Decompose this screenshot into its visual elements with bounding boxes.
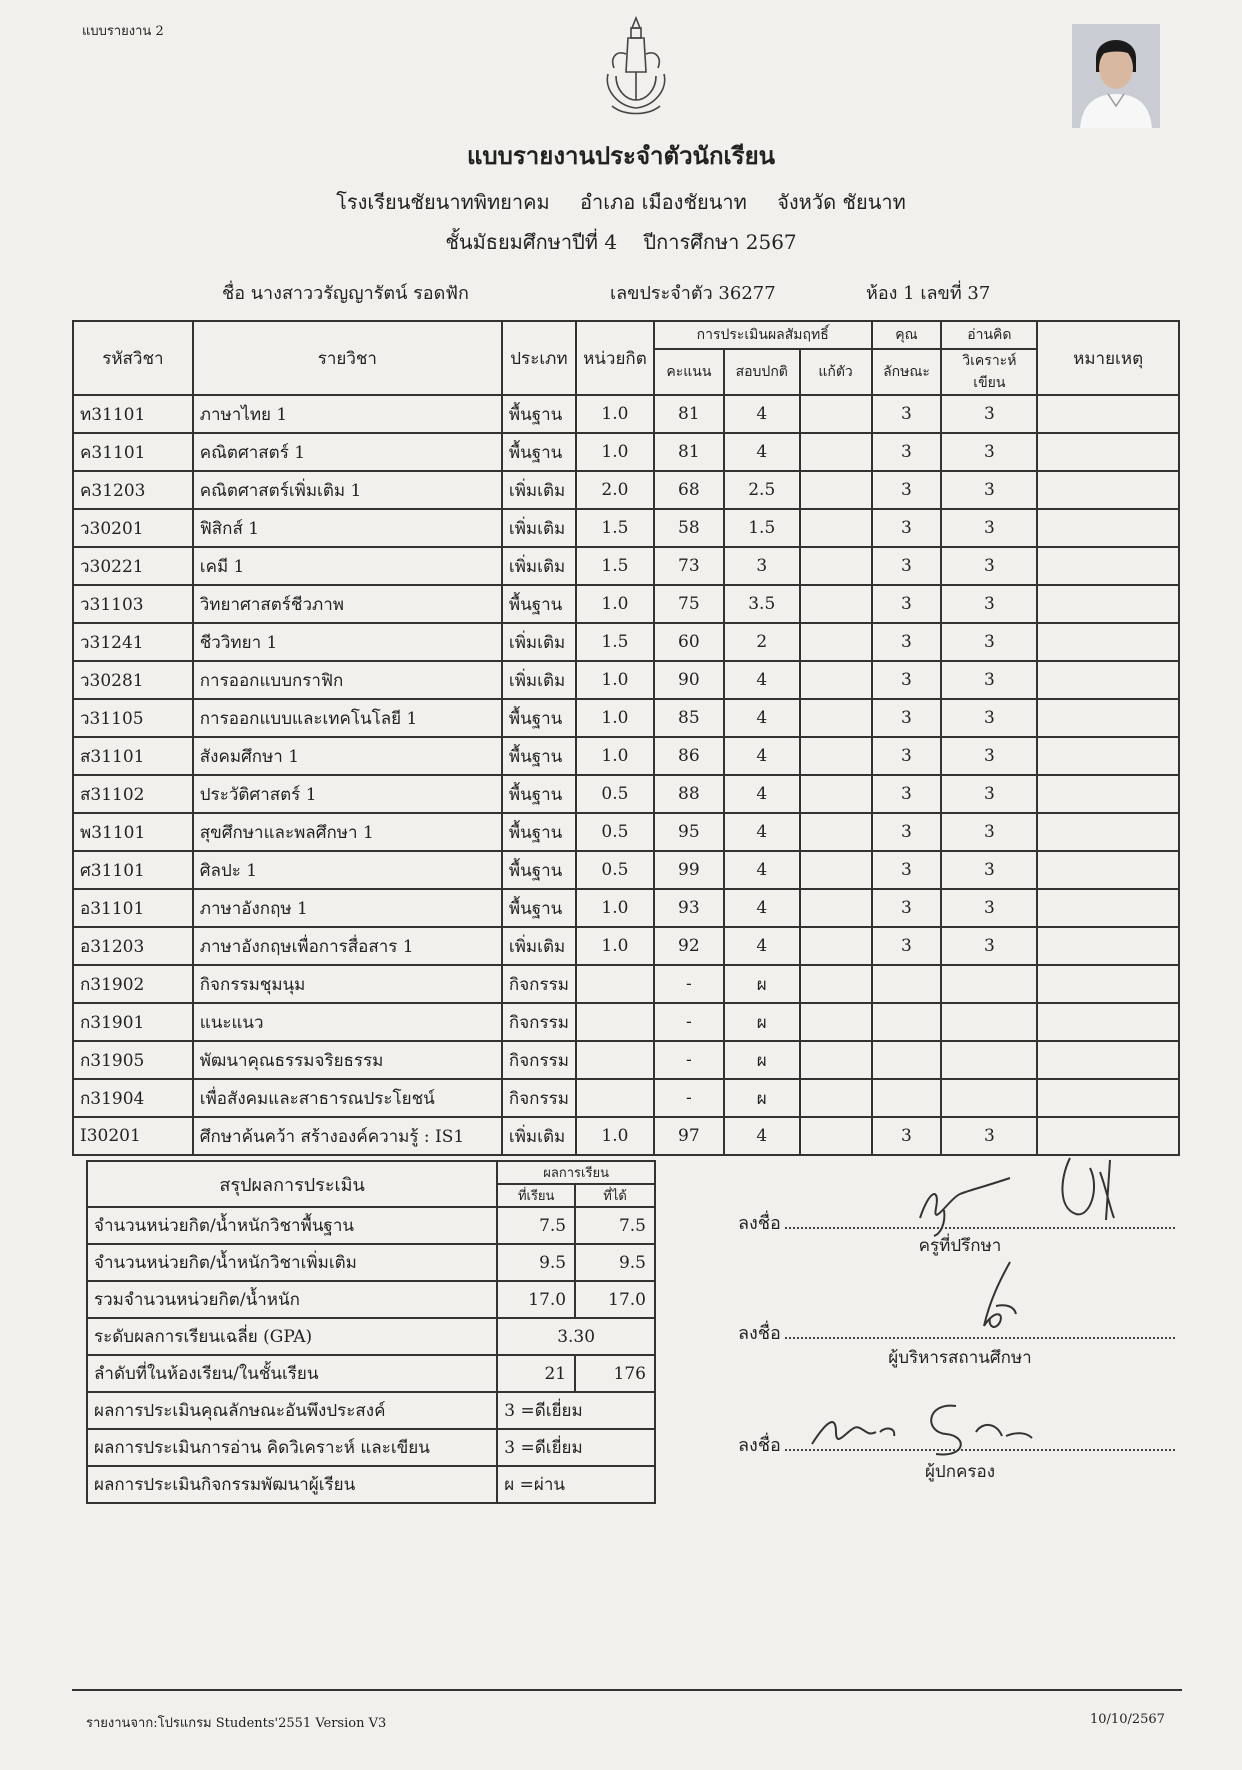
- cell-remark: [1037, 851, 1179, 889]
- cell-credit: 1.0: [576, 661, 654, 699]
- eval-row: [87, 1392, 655, 1429]
- table-row: [73, 433, 1179, 471]
- cell-type: พื้นฐาน: [502, 433, 576, 471]
- cell-char: [872, 1041, 942, 1079]
- table-row: [73, 547, 1179, 585]
- cell-credit: 1.5: [576, 509, 654, 547]
- summary-title: สรุปผลการประเมิน: [87, 1161, 497, 1207]
- table-row: [73, 585, 1179, 623]
- cell-char: 3: [872, 623, 942, 661]
- cell-char: 3: [872, 889, 942, 927]
- cell-code: ว31105: [73, 699, 193, 737]
- cell-read: 3: [941, 851, 1037, 889]
- cell-exam: 4: [724, 395, 800, 433]
- cell-credit: [576, 1003, 654, 1041]
- summary-label: รวมจำนวนหน่วยกิต/น้ำหนัก: [87, 1281, 497, 1318]
- cell-remark: [1037, 699, 1179, 737]
- parent-caption: ผู้ปกครอง: [924, 1462, 996, 1482]
- cell-code: ว31103: [73, 585, 193, 623]
- cell-credit: 0.5: [576, 813, 654, 851]
- gpa-label: ระดับผลการเรียนเฉลี่ย (GPA): [87, 1318, 497, 1355]
- cell-char: 3: [872, 547, 942, 585]
- table-row: [73, 471, 1179, 509]
- cell-fix: [800, 395, 872, 433]
- form-code: แบบรายงาน 2: [82, 24, 164, 39]
- summary-got: 17.0: [575, 1281, 655, 1318]
- eval-value: 3 =ดีเยี่ยม: [497, 1392, 655, 1429]
- cell-score: 93: [654, 889, 724, 927]
- table-row: [73, 813, 1179, 851]
- cell-read: 3: [941, 547, 1037, 585]
- cell-code: อ31101: [73, 889, 193, 927]
- table-row: [73, 395, 1179, 433]
- header-char-1: คุณ: [872, 321, 942, 349]
- summary-got: 7.5: [575, 1207, 655, 1244]
- cell-read: [941, 1041, 1037, 1079]
- table-row: [73, 927, 1179, 965]
- cell-subject: เพื่อสังคมและสาธารณประโยชน์: [193, 1079, 502, 1117]
- cell-credit: 1.0: [576, 889, 654, 927]
- cell-type: เพิ่มเติม: [502, 927, 576, 965]
- cell-type: กิจกรรม: [502, 1003, 576, 1041]
- cell-subject: สังคมศึกษา 1: [193, 737, 502, 775]
- cell-score: 95: [654, 813, 724, 851]
- cell-score: 68: [654, 471, 724, 509]
- cell-type: กิจกรรม: [502, 1041, 576, 1079]
- cell-score: 90: [654, 661, 724, 699]
- rank-class: 176: [575, 1355, 655, 1392]
- cell-code: ว30221: [73, 547, 193, 585]
- cell-remark: [1037, 509, 1179, 547]
- cell-read: 3: [941, 699, 1037, 737]
- cell-char: 3: [872, 433, 942, 471]
- cell-code: I30201: [73, 1117, 193, 1155]
- cell-remark: [1037, 661, 1179, 699]
- cell-subject: ภาษาอังกฤษเพื่อการสื่อสาร 1: [193, 927, 502, 965]
- cell-subject: ศิลปะ 1: [193, 851, 502, 889]
- summary-row: [87, 1244, 655, 1281]
- table-row: [73, 661, 1179, 699]
- summary-study: 7.5: [497, 1207, 575, 1244]
- sign-label: ลงชื่อ: [738, 1213, 781, 1234]
- cell-remark: [1037, 623, 1179, 661]
- table-row: [73, 1041, 1179, 1079]
- cell-credit: 1.0: [576, 585, 654, 623]
- cell-char: 3: [872, 585, 942, 623]
- header-type: ประเภท: [502, 321, 576, 395]
- cell-code: ว30281: [73, 661, 193, 699]
- district: อำเภอ เมืองชัยนาท: [580, 190, 747, 214]
- cell-exam: 4: [724, 1117, 800, 1155]
- cell-fix: [800, 471, 872, 509]
- cell-credit: [576, 1041, 654, 1079]
- cell-remark: [1037, 1079, 1179, 1117]
- header-code: รหัสวิชา: [73, 321, 193, 395]
- summary-label: จำนวนหน่วยกิต/น้ำหนักวิชาเพิ่มเติม: [87, 1244, 497, 1281]
- cell-char: [872, 1003, 942, 1041]
- cell-char: 3: [872, 661, 942, 699]
- header-fix: แก้ตัว: [800, 349, 872, 395]
- cell-exam: 3.5: [724, 585, 800, 623]
- cell-score: 85: [654, 699, 724, 737]
- cell-credit: [576, 1079, 654, 1117]
- cell-subject: เคมี 1: [193, 547, 502, 585]
- cell-score: 92: [654, 927, 724, 965]
- cell-char: 3: [872, 471, 942, 509]
- cell-credit: 1.0: [576, 1117, 654, 1155]
- cell-credit: 1.5: [576, 623, 654, 661]
- cell-fix: [800, 889, 872, 927]
- cell-remark: [1037, 1003, 1179, 1041]
- table-row: [73, 851, 1179, 889]
- cell-subject: ศึกษาค้นคว้า สร้างองค์ความรู้ : IS1: [193, 1117, 502, 1155]
- cell-score: -: [654, 1003, 724, 1041]
- cell-score: 58: [654, 509, 724, 547]
- cell-credit: 2.0: [576, 471, 654, 509]
- summary-result-header: ผลการเรียน: [497, 1161, 655, 1184]
- cell-exam: 4: [724, 813, 800, 851]
- cell-credit: [576, 965, 654, 1003]
- grade-rows: [73, 395, 1179, 1155]
- cell-type: กิจกรรม: [502, 1079, 576, 1117]
- table-row: [73, 1003, 1179, 1041]
- student-id: เลขประจำตัว 36277: [610, 283, 776, 304]
- cell-code: ก31902: [73, 965, 193, 1003]
- cell-score: 81: [654, 433, 724, 471]
- grades-table: [72, 320, 1180, 1156]
- header-subject: รายวิชา: [193, 321, 502, 395]
- cell-exam: 4: [724, 775, 800, 813]
- table-row: [73, 889, 1179, 927]
- cell-char: [872, 1079, 942, 1117]
- header-read-2: วิเคราะห์เขียน: [941, 349, 1037, 395]
- academic-year: ปีการศึกษา 2567: [643, 230, 797, 254]
- table-row: [73, 699, 1179, 737]
- cell-score: -: [654, 1041, 724, 1079]
- cell-code: อ31203: [73, 927, 193, 965]
- report-title: แบบรายงานประจำตัวนักเรียน: [466, 141, 776, 170]
- cell-credit: 1.0: [576, 927, 654, 965]
- cell-read: 3: [941, 927, 1037, 965]
- cell-remark: [1037, 965, 1179, 1003]
- cell-type: เพิ่มเติม: [502, 509, 576, 547]
- cell-read: 3: [941, 1117, 1037, 1155]
- cell-subject: สุขศึกษาและพลศึกษา 1: [193, 813, 502, 851]
- director-caption: ผู้บริหารสถานศึกษา: [888, 1348, 1032, 1368]
- cell-exam: ผ: [724, 1041, 800, 1079]
- cell-read: 3: [941, 813, 1037, 851]
- footer-source: รายงานจาก:โปรแกรม Students'2551 Version V3: [86, 1716, 387, 1731]
- cell-fix: [800, 775, 872, 813]
- cell-remark: [1037, 433, 1179, 471]
- cell-remark: [1037, 471, 1179, 509]
- cell-fix: [800, 509, 872, 547]
- cell-fix: [800, 433, 872, 471]
- summary-label: จำนวนหน่วยกิต/น้ำหนักวิชาพื้นฐาน: [87, 1207, 497, 1244]
- cell-subject: ฟิสิกส์ 1: [193, 509, 502, 547]
- cell-char: 3: [872, 737, 942, 775]
- summary-row: [87, 1207, 655, 1244]
- cell-fix: [800, 1117, 872, 1155]
- cell-read: 3: [941, 661, 1037, 699]
- cell-fix: [800, 585, 872, 623]
- cell-credit: 1.0: [576, 699, 654, 737]
- cell-exam: 4: [724, 927, 800, 965]
- cell-exam: 2.5: [724, 471, 800, 509]
- cell-remark: [1037, 1117, 1179, 1155]
- cell-fix: [800, 1079, 872, 1117]
- cell-remark: [1037, 1041, 1179, 1079]
- student-room: ห้อง 1 เลขที่ 37: [866, 283, 991, 304]
- summary-eval-rows: [87, 1392, 655, 1503]
- grade-level: ชั้นมัธยมศึกษาปีที่ 4: [445, 230, 618, 254]
- cell-read: [941, 965, 1037, 1003]
- cell-score: 73: [654, 547, 724, 585]
- sign-label: ลงชื่อ: [738, 1435, 781, 1456]
- cell-subject: ภาษาไทย 1: [193, 395, 502, 433]
- summary-study: 9.5: [497, 1244, 575, 1281]
- cell-code: ส31101: [73, 737, 193, 775]
- summary-col-study: ที่เรียน: [497, 1184, 575, 1207]
- cell-read: 3: [941, 623, 1037, 661]
- cell-type: เพิ่มเติม: [502, 623, 576, 661]
- cell-fix: [800, 927, 872, 965]
- school-name: โรงเรียนชัยนาทพิทยาคม: [336, 190, 550, 214]
- cell-read: 3: [941, 889, 1037, 927]
- sign-line-parent: [738, 1430, 1175, 1459]
- cell-char: 3: [872, 509, 942, 547]
- header-exam: สอบปกติ: [724, 349, 800, 395]
- cell-remark: [1037, 813, 1179, 851]
- header-read-1: อ่านคิด: [941, 321, 1037, 349]
- table-row: [73, 737, 1179, 775]
- cell-score: 99: [654, 851, 724, 889]
- table-row: [73, 1079, 1179, 1117]
- cell-exam: 4: [724, 661, 800, 699]
- cell-type: พื้นฐาน: [502, 813, 576, 851]
- cell-subject: การออกแบบและเทคโนโลยี 1: [193, 699, 502, 737]
- cell-type: กิจกรรม: [502, 965, 576, 1003]
- cell-fix: [800, 737, 872, 775]
- cell-fix: [800, 661, 872, 699]
- table-row: [73, 623, 1179, 661]
- cell-exam: 4: [724, 433, 800, 471]
- cell-read: 3: [941, 585, 1037, 623]
- cell-remark: [1037, 585, 1179, 623]
- cell-subject: พัฒนาคุณธรรมจริยธรรม: [193, 1041, 502, 1079]
- footer-date: 10/10/2567: [1090, 1712, 1165, 1727]
- summary-table: [86, 1160, 656, 1504]
- cell-char: 3: [872, 699, 942, 737]
- school-line: [0, 186, 1242, 218]
- advisor-caption: ครูที่ปรึกษา: [918, 1236, 1002, 1256]
- table-row: [73, 775, 1179, 813]
- cell-exam: ผ: [724, 1003, 800, 1041]
- cell-type: เพิ่มเติม: [502, 471, 576, 509]
- cell-code: ท31101: [73, 395, 193, 433]
- cell-type: พื้นฐาน: [502, 737, 576, 775]
- cell-subject: ชีววิทยา 1: [193, 623, 502, 661]
- cell-char: 3: [872, 1117, 942, 1155]
- cell-read: 3: [941, 737, 1037, 775]
- cell-credit: 0.5: [576, 851, 654, 889]
- header-remark: หมายเหตุ: [1037, 321, 1179, 395]
- cell-remark: [1037, 737, 1179, 775]
- cell-score: 88: [654, 775, 724, 813]
- cell-remark: [1037, 395, 1179, 433]
- cell-type: เพิ่มเติม: [502, 1117, 576, 1155]
- cell-credit: 1.5: [576, 547, 654, 585]
- province: จังหวัด ชัยนาท: [777, 190, 906, 214]
- cell-subject: คณิตศาสตร์เพิ่มเติม 1: [193, 471, 502, 509]
- table-row: [73, 965, 1179, 1003]
- cell-fix: [800, 1041, 872, 1079]
- cell-char: 3: [872, 813, 942, 851]
- cell-remark: [1037, 927, 1179, 965]
- cell-char: 3: [872, 775, 942, 813]
- eval-label: ผลการประเมินการอ่าน คิดวิเคราะห์ และเขียน: [87, 1429, 497, 1466]
- cell-subject: วิทยาศาสตร์ชีวภาพ: [193, 585, 502, 623]
- cell-type: เพิ่มเติม: [502, 661, 576, 699]
- cell-score: 86: [654, 737, 724, 775]
- eval-label: ผลการประเมินคุณลักษณะอันพึงประสงค์: [87, 1392, 497, 1429]
- cell-read: [941, 1079, 1037, 1117]
- cell-exam: 4: [724, 889, 800, 927]
- cell-subject: แนะแนว: [193, 1003, 502, 1041]
- header-char-2: ลักษณะ: [872, 349, 942, 395]
- cell-char: 3: [872, 927, 942, 965]
- cell-credit: 1.0: [576, 395, 654, 433]
- cell-remark: [1037, 889, 1179, 927]
- cell-char: 3: [872, 395, 942, 433]
- rank-room: 21: [497, 1355, 575, 1392]
- cell-exam: ผ: [724, 1079, 800, 1117]
- summary-col-got: ที่ได้: [575, 1184, 655, 1207]
- cell-code: ก31901: [73, 1003, 193, 1041]
- cell-exam: 2: [724, 623, 800, 661]
- cell-code: ก31904: [73, 1079, 193, 1117]
- cell-exam: ผ: [724, 965, 800, 1003]
- cell-exam: 4: [724, 737, 800, 775]
- cell-code: ส31102: [73, 775, 193, 813]
- sign-label: ลงชื่อ: [738, 1323, 781, 1344]
- table-row: [73, 1117, 1179, 1155]
- cell-score: 60: [654, 623, 724, 661]
- cell-code: ก31905: [73, 1041, 193, 1079]
- cell-type: พื้นฐาน: [502, 699, 576, 737]
- eval-row: [87, 1466, 655, 1503]
- header-credit: หน่วยกิต: [576, 321, 654, 395]
- cell-read: [941, 1003, 1037, 1041]
- cell-fix: [800, 699, 872, 737]
- cell-code: ว30201: [73, 509, 193, 547]
- cell-type: พื้นฐาน: [502, 585, 576, 623]
- cell-score: 81: [654, 395, 724, 433]
- cell-fix: [800, 623, 872, 661]
- cell-code: ค31203: [73, 471, 193, 509]
- header-assessment: การประเมินผลสัมฤทธิ์: [654, 321, 872, 349]
- cell-char: 3: [872, 851, 942, 889]
- cell-subject: ภาษาอังกฤษ 1: [193, 889, 502, 927]
- cell-subject: การออกแบบกราฟิก: [193, 661, 502, 699]
- summary-row: [87, 1281, 655, 1318]
- student-photo: [1072, 24, 1160, 128]
- summary-study: 17.0: [497, 1281, 575, 1318]
- school-emblem-icon: [598, 14, 674, 120]
- cell-exam: 1.5: [724, 509, 800, 547]
- gpa-value: 3.30: [497, 1318, 655, 1355]
- cell-score: 97: [654, 1117, 724, 1155]
- cell-code: ว31241: [73, 623, 193, 661]
- cell-read: 3: [941, 471, 1037, 509]
- cell-code: พ31101: [73, 813, 193, 851]
- cell-exam: 4: [724, 699, 800, 737]
- cell-credit: 1.0: [576, 737, 654, 775]
- cell-subject: ประวัติศาสตร์ 1: [193, 775, 502, 813]
- cell-code: ศ31101: [73, 851, 193, 889]
- table-row: [73, 509, 1179, 547]
- summary-got: 9.5: [575, 1244, 655, 1281]
- cell-subject: คณิตศาสตร์ 1: [193, 433, 502, 471]
- header-score: คะแนน: [654, 349, 724, 395]
- cell-fix: [800, 851, 872, 889]
- cell-type: พื้นฐาน: [502, 775, 576, 813]
- eval-value: 3 =ดีเยี่ยม: [497, 1429, 655, 1466]
- cell-score: -: [654, 965, 724, 1003]
- eval-row: [87, 1429, 655, 1466]
- cell-exam: 3: [724, 547, 800, 585]
- cell-remark: [1037, 547, 1179, 585]
- cell-fix: [800, 547, 872, 585]
- student-name: ชื่อ นางสาววรัญญารัตน์ รอดฟัก: [222, 283, 469, 304]
- cell-credit: 0.5: [576, 775, 654, 813]
- cell-score: 75: [654, 585, 724, 623]
- cell-remark: [1037, 775, 1179, 813]
- grade-line: [0, 226, 1242, 258]
- cell-exam: 4: [724, 851, 800, 889]
- cell-score: -: [654, 1079, 724, 1117]
- cell-type: พื้นฐาน: [502, 395, 576, 433]
- summary-credit-rows: [87, 1207, 655, 1318]
- cell-char: [872, 965, 942, 1003]
- eval-label: ผลการประเมินกิจกรรมพัฒนาผู้เรียน: [87, 1466, 497, 1503]
- sign-line-director: [738, 1318, 1175, 1347]
- cell-fix: [800, 1003, 872, 1041]
- cell-fix: [800, 965, 872, 1003]
- cell-read: 3: [941, 775, 1037, 813]
- cell-code: ค31101: [73, 433, 193, 471]
- rank-label: ลำดับที่ในห้องเรียน/ในชั้นเรียน: [87, 1355, 497, 1392]
- cell-read: 3: [941, 395, 1037, 433]
- cell-subject: กิจกรรมชุมนุม: [193, 965, 502, 1003]
- eval-value: ผ =ผ่าน: [497, 1466, 655, 1503]
- cell-read: 3: [941, 433, 1037, 471]
- footer-divider: [72, 1689, 1182, 1691]
- cell-credit: 1.0: [576, 433, 654, 471]
- cell-read: 3: [941, 509, 1037, 547]
- cell-type: พื้นฐาน: [502, 851, 576, 889]
- cell-type: เพิ่มเติม: [502, 547, 576, 585]
- cell-fix: [800, 813, 872, 851]
- cell-type: พื้นฐาน: [502, 889, 576, 927]
